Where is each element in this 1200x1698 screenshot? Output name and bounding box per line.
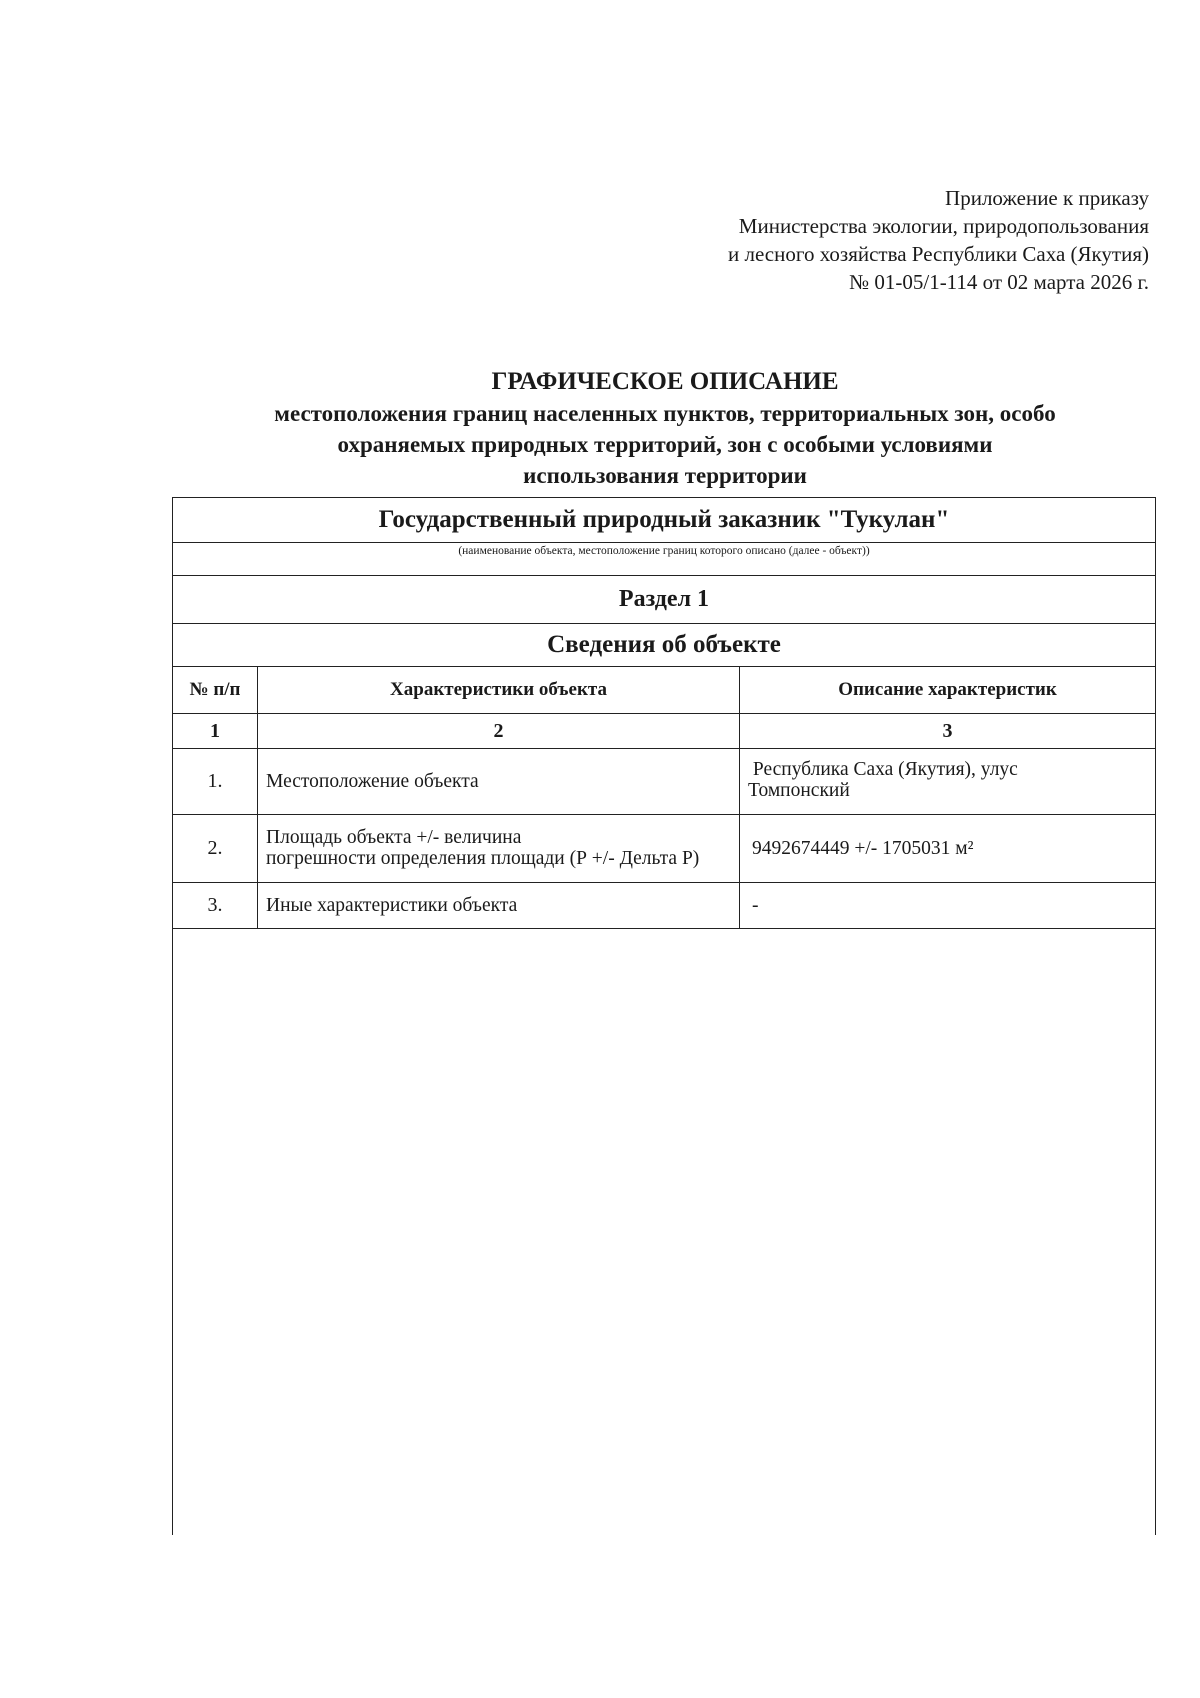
row-description <box>740 749 1155 814</box>
section-label: Раздел 1 <box>173 576 1155 624</box>
row-number: 1. <box>173 749 258 814</box>
table-header-row <box>173 667 1155 714</box>
row-description-line-1: 9492674449 +/- 1705031 м² <box>752 838 974 859</box>
header-col-description: Описание характеристик <box>838 679 1057 700</box>
row-description-line-1: - <box>752 895 759 916</box>
col-number-1: 1 <box>173 714 258 748</box>
title-sub-1: местоположения границ населенных пунктов, территориальных зон, особо <box>274 401 1056 426</box>
row-characteristic <box>258 815 740 882</box>
document-title <box>170 366 1160 491</box>
row-number: 3. <box>173 883 258 928</box>
row-description-line-2: Томпонский <box>748 780 850 801</box>
header-line-1: Приложение к приказу <box>945 186 1149 210</box>
table-row <box>173 815 1155 883</box>
row-characteristic-line-1: Площадь объекта +/- величина <box>266 827 522 848</box>
title-sub-2: охраняемых природных территорий, зон с особыми условиями <box>337 432 993 457</box>
row-characteristic-line-1: Иные характеристики объекта <box>266 895 518 916</box>
col-number-3: 3 <box>942 719 953 742</box>
row-characteristic <box>258 749 740 814</box>
table-row <box>173 883 1155 929</box>
object-name: Государственный природный заказник "Тукулан" <box>173 498 1155 543</box>
header-line-2: Министерства экологии, природопользования <box>738 214 1149 238</box>
document-header <box>460 184 1149 296</box>
object-name-hint: (наименование объекта, местоположение границ которого описано (далее - объект)) <box>173 543 1155 576</box>
row-characteristic-line-2: погрешности определения площади (Р +/- Дельта Р) <box>266 848 700 869</box>
row-description <box>740 883 1155 928</box>
title-sub-3: использования территории <box>523 463 807 488</box>
header-line-4: № 01-05/1-114 от 02 марта 2026 г. <box>849 270 1149 294</box>
header-col-characteristic: Характеристики объекта <box>258 667 740 713</box>
header-col-number: № п/п <box>173 667 258 713</box>
section-heading: Сведения об объекте <box>173 624 1155 667</box>
col-number-2: 2 <box>258 714 740 748</box>
row-characteristic-line-1: Местоположение объекта <box>266 771 479 792</box>
row-description-line-1: Республика Саха (Якутия), улус <box>748 759 1018 780</box>
table-row <box>173 749 1155 815</box>
document-frame <box>172 497 1156 1535</box>
title-main: ГРАФИЧЕСКОЕ ОПИСАНИЕ <box>491 368 839 395</box>
table-column-numbers-row <box>173 714 1155 749</box>
row-number: 2. <box>173 815 258 882</box>
row-description <box>740 815 1155 882</box>
header-line-3: и лесного хозяйства Республики Саха (Якутия) <box>727 242 1149 266</box>
row-characteristic <box>258 883 740 928</box>
